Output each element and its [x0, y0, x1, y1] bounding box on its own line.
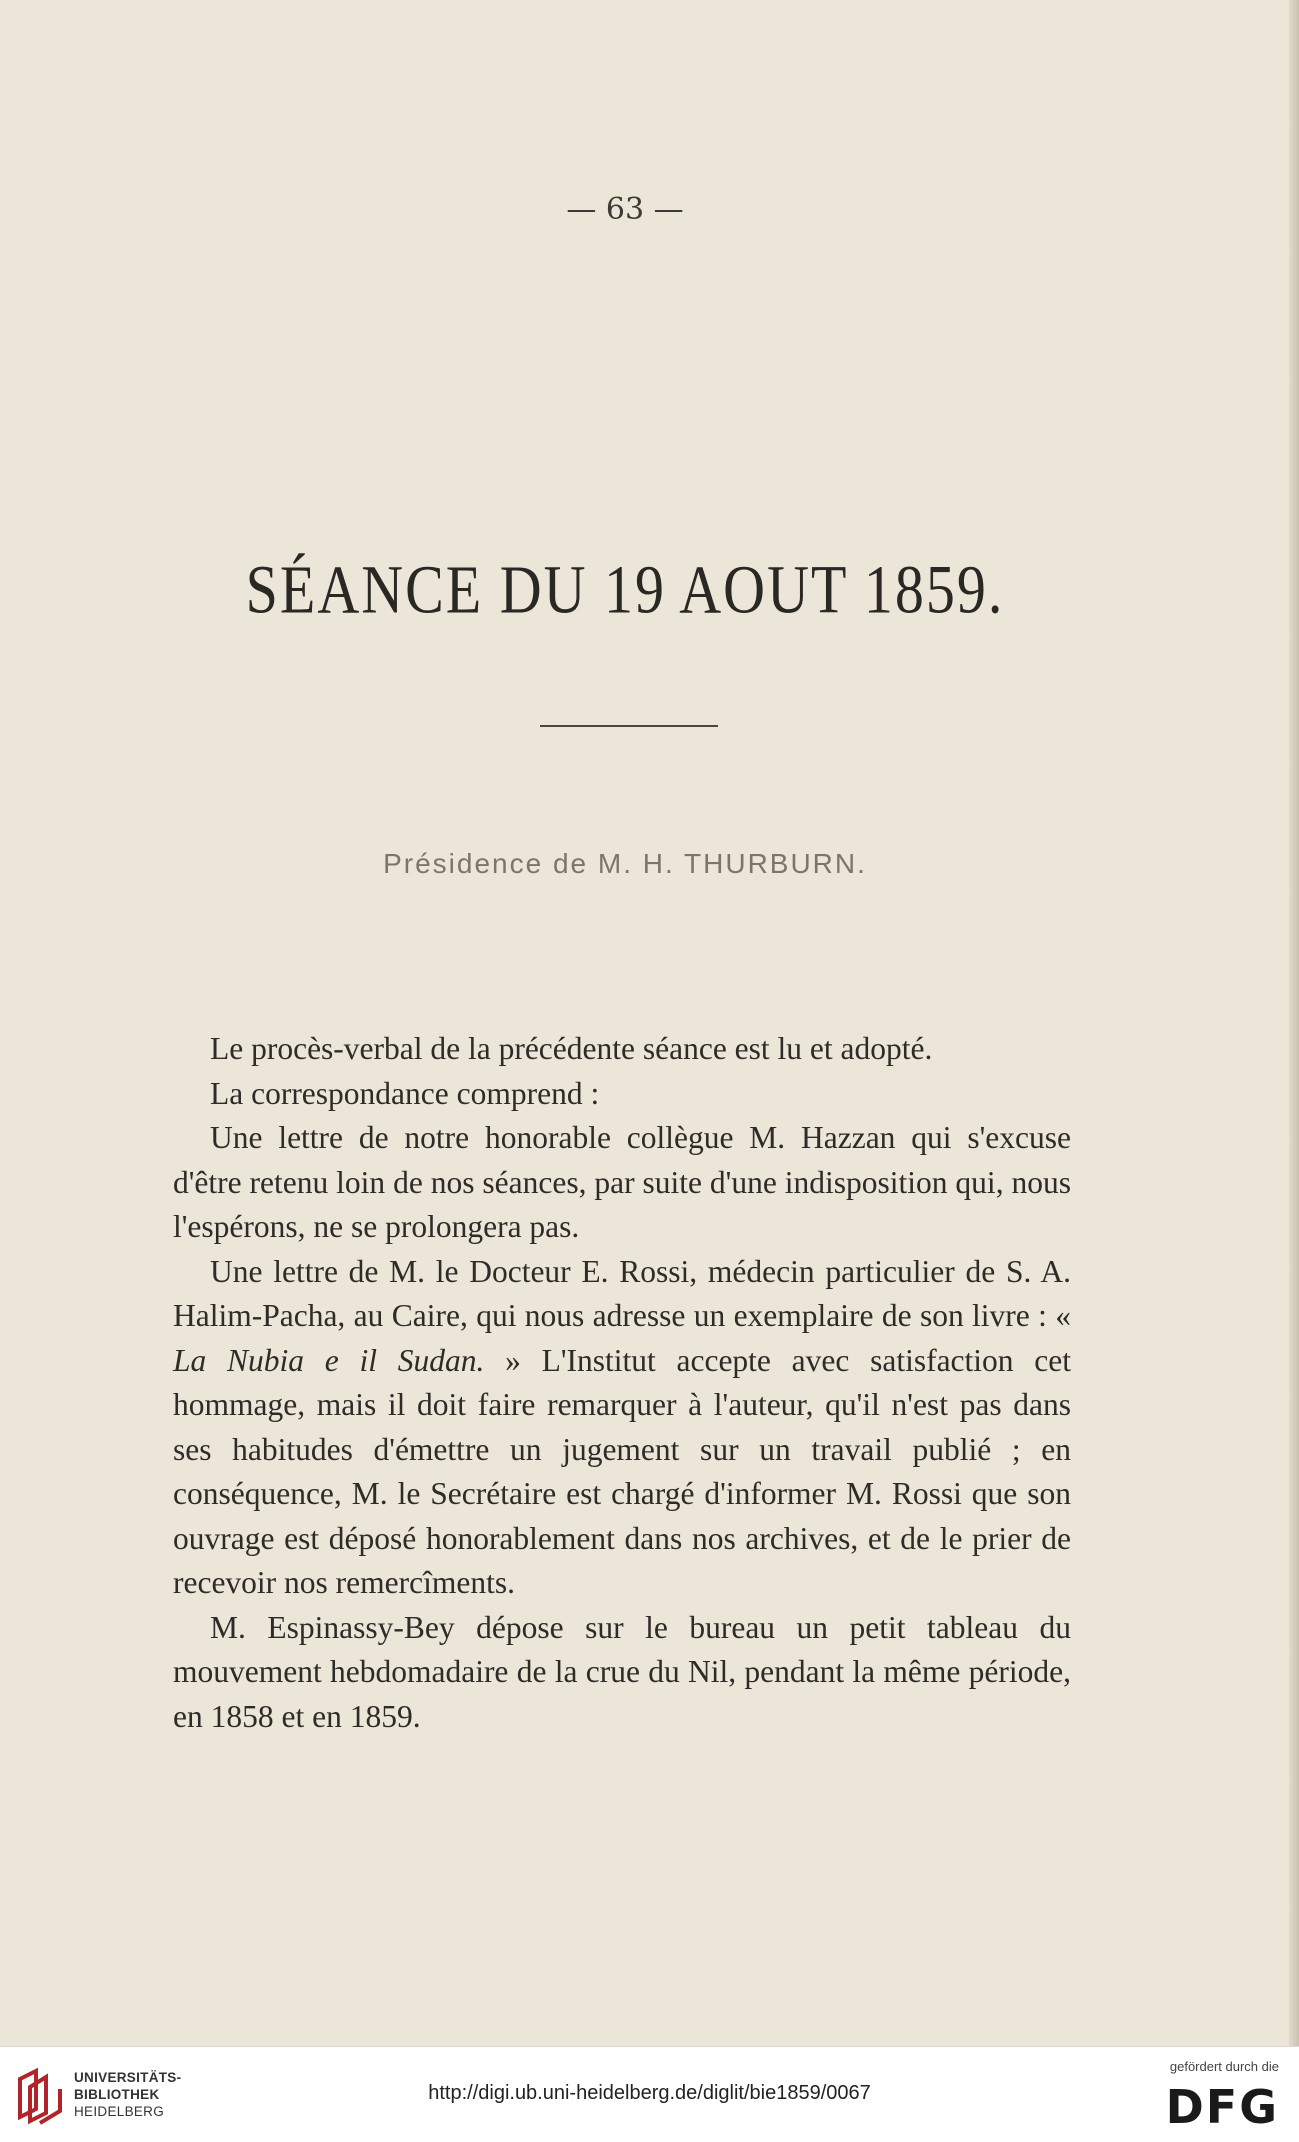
dfg-logo: DFG — [1165, 2080, 1279, 2134]
title-divider — [540, 725, 718, 727]
paragraph — [173, 1250, 1071, 1606]
body-text — [173, 1027, 1071, 1739]
library-name-line: UNIVERSITÄTS- — [74, 2070, 182, 2085]
funding-note: gefördert durch die — [1169, 2059, 1279, 2074]
paragraph: Une lettre de notre honorable collègue M. Hazzan qui s'excuse d'être retenu loin de nos séances, par suite d'une indisposition qui, nous l'espérons, ne se prolongera pas. — [173, 1120, 1071, 1244]
paragraph: La correspondance comprend : — [210, 1075, 600, 1111]
permalink-url[interactable]: http://digi.ub.uni-heidelberg.de/diglit/bie1859/0067 — [428, 2082, 871, 2104]
presidence-line: Présidence de M. H. THURBURN. — [383, 848, 867, 879]
page-edge — [1289, 0, 1299, 2046]
footer-bar — [0, 2046, 1299, 2142]
library-name-line: HEIDELBERG — [74, 2104, 165, 2119]
paragraph: Le procès-verbal de la précédente séance est lu et adopté. — [210, 1031, 933, 1066]
page-number: — 63 — — [566, 192, 684, 227]
paragraph: M. Espinassy-Bey dépose sur le bureau un petit tableau du mouvement hebdomadaire de la crue du Nil, pendant la même période, en 1858 et en 1859. — [173, 1609, 1071, 1734]
paragraph-text: » L'Institut accepte avec satisfaction cet hommage, mais il doit faire remarquer à l'auteur, qu'il n'est pas dans ses habitudes d'émettre un jugement sur un travail publié ; en conséquence, M. le Secrétaire est chargé d'informer M. Rossi que son ouvrage est déposé honorablement dans nos archives, et de le prier de recevoir nos remercîments. — [173, 1342, 1071, 1600]
book-title: La Nubia e il Sudan. — [173, 1342, 485, 1378]
page-title: SÉANCE DU 19 AOUT 1859. — [245, 551, 1005, 628]
paragraph-text: Une lettre de M. le Docteur E. Rossi, médecin particulier de S. A. Halim-Pacha, au Caire, qui nous adresse un exemplaire de son livre : « — [173, 1253, 1071, 1333]
library-name-line: BIBLIOTHEK — [74, 2087, 160, 2102]
